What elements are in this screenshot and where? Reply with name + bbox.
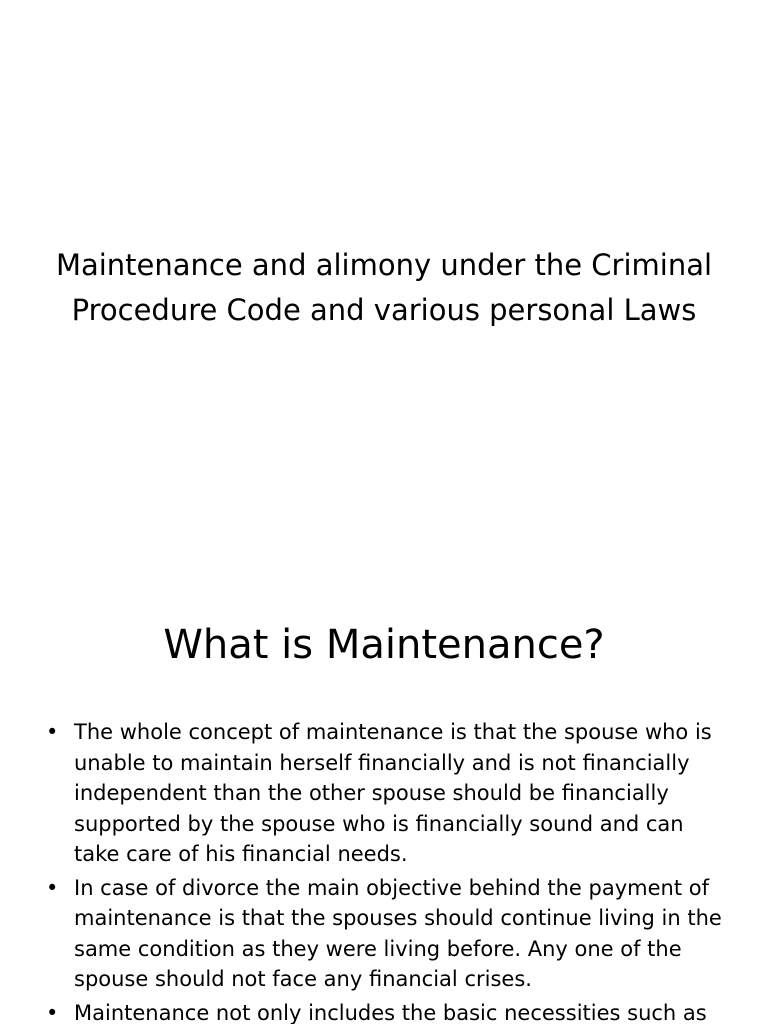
bullet-icon: • [46, 875, 59, 900]
bullet-item [46, 998, 722, 1024]
bullet-text: In case of divorce the main objective behind the payment of maintenance is that the spouses should continue living in the same condition as they were living before. Any one of the spouse should not face any financial crises. [74, 875, 722, 991]
slide-heading: What is Maintenance? [163, 622, 605, 668]
bullet-text: The whole concept of maintenance is that the spouse who is unable to maintain herself financially and is not financially independent than the other spouse should be financially supported by the spouse who is financially sound and can take care of his financial needs. [74, 720, 712, 866]
slide-title: Maintenance and alimony under the Criminal Procedure Code and various personal Laws [55, 248, 713, 327]
content-slide [0, 576, 768, 1024]
bullet-item [46, 873, 722, 995]
bullet-icon: • [46, 1000, 59, 1024]
bullet-text: Maintenance not only includes the basic necessities such as [74, 1000, 707, 1024]
bullet-list [46, 717, 722, 1024]
bullet-item [46, 717, 722, 870]
bullet-icon: • [46, 720, 59, 744]
